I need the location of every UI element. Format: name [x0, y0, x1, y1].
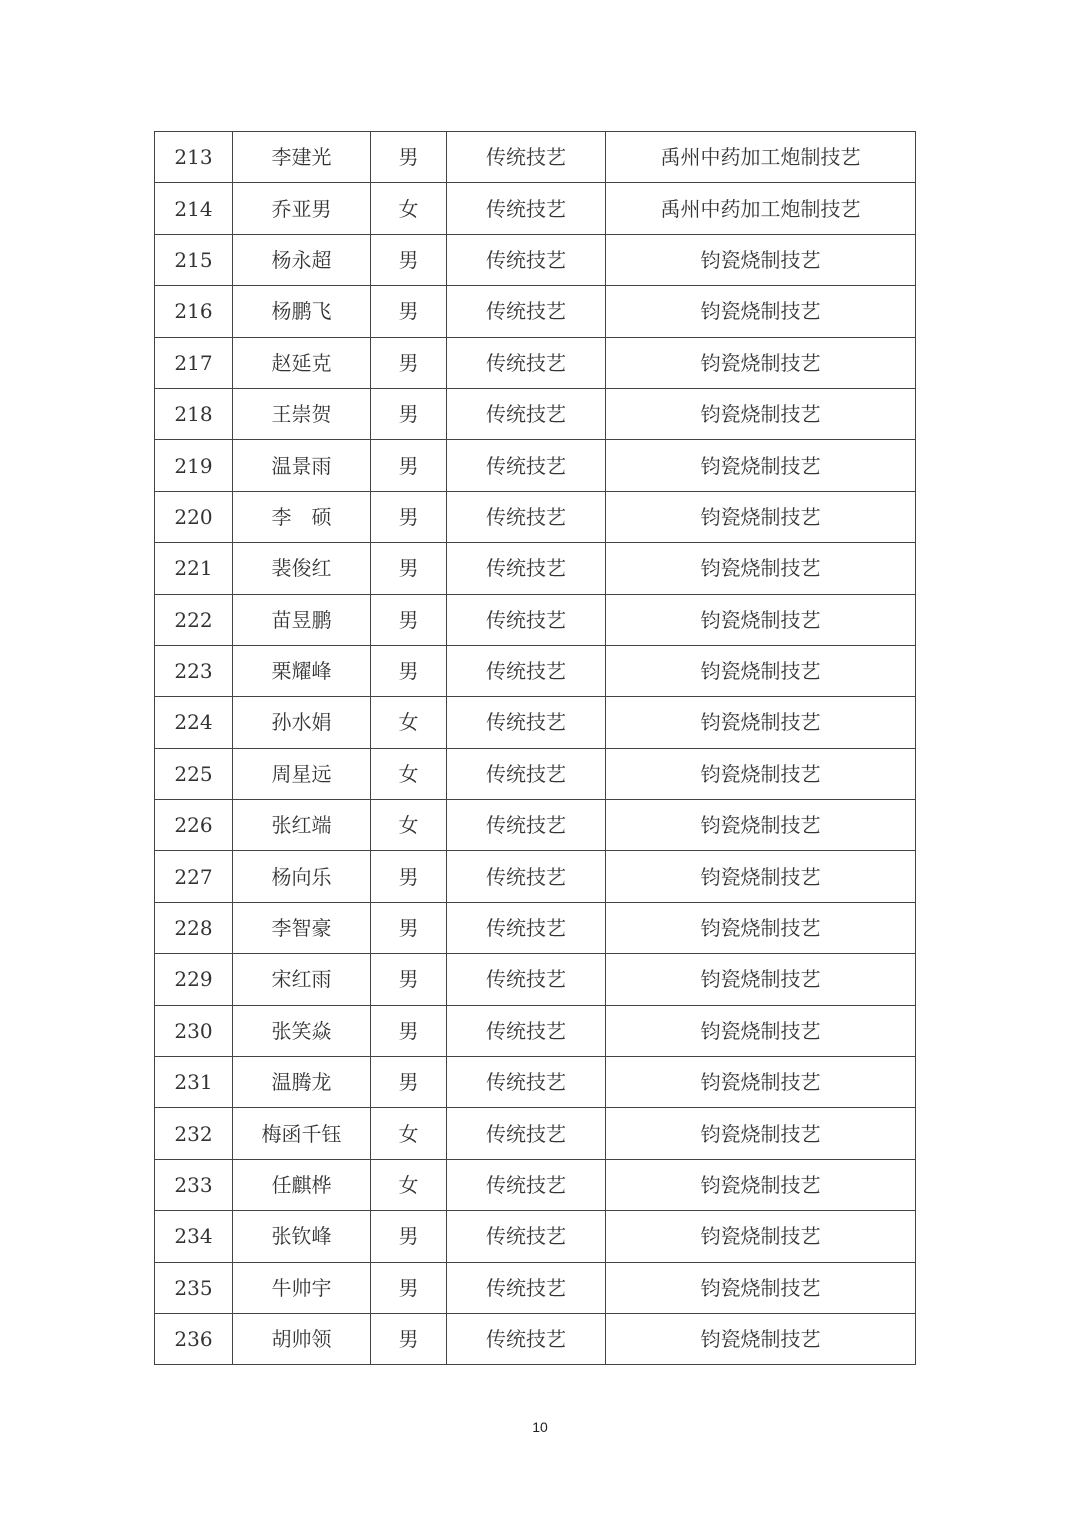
table-row: [155, 697, 916, 748]
row-number-cell: 221: [155, 543, 233, 594]
name-cell: 牛帅宇: [233, 1262, 371, 1313]
name-cell: 孙水娟: [233, 697, 371, 748]
row-number-cell: 213: [155, 132, 233, 183]
name-cell: 李建光: [233, 132, 371, 183]
table-row: [155, 594, 916, 645]
name-cell: 李 硕: [233, 491, 371, 542]
category-cell: 传统技艺: [447, 902, 606, 953]
row-number-cell: 236: [155, 1313, 233, 1364]
table-row: [155, 286, 916, 337]
gender-cell: 男: [371, 954, 447, 1005]
row-number-cell: 223: [155, 645, 233, 696]
gender-cell: 男: [371, 1057, 447, 1108]
table-row: [155, 1159, 916, 1210]
project-cell: 钧瓷烧制技艺: [606, 1313, 916, 1364]
category-cell: 传统技艺: [447, 954, 606, 1005]
category-cell: 传统技艺: [447, 132, 606, 183]
gender-cell: 男: [371, 491, 447, 542]
project-cell: 钧瓷烧制技艺: [606, 1057, 916, 1108]
row-number-cell: 222: [155, 594, 233, 645]
gender-cell: 男: [371, 594, 447, 645]
table-row: [155, 1057, 916, 1108]
gender-cell: 男: [371, 234, 447, 285]
name-cell: 周星远: [233, 748, 371, 799]
row-number-cell: 215: [155, 234, 233, 285]
table-row: [155, 132, 916, 183]
row-number-cell: 217: [155, 337, 233, 388]
project-cell: 禹州中药加工炮制技艺: [606, 132, 916, 183]
name-cell: 张笑焱: [233, 1005, 371, 1056]
row-number-cell: 227: [155, 851, 233, 902]
row-number-cell: 216: [155, 286, 233, 337]
gender-cell: 女: [371, 748, 447, 799]
table-row: [155, 954, 916, 1005]
table-row: [155, 851, 916, 902]
name-cell: 温腾龙: [233, 1057, 371, 1108]
row-number-cell: 228: [155, 902, 233, 953]
gender-cell: 女: [371, 183, 447, 234]
gender-cell: 女: [371, 697, 447, 748]
row-number-cell: 233: [155, 1159, 233, 1210]
gender-cell: 男: [371, 286, 447, 337]
table-row: [155, 748, 916, 799]
gender-cell: 男: [371, 337, 447, 388]
table-row: [155, 1005, 916, 1056]
table-row: [155, 337, 916, 388]
project-cell: 钧瓷烧制技艺: [606, 440, 916, 491]
category-cell: 传统技艺: [447, 337, 606, 388]
category-cell: 传统技艺: [447, 1159, 606, 1210]
category-cell: 传统技艺: [447, 388, 606, 439]
name-cell: 栗耀峰: [233, 645, 371, 696]
table-row: [155, 1313, 916, 1364]
project-cell: 钧瓷烧制技艺: [606, 902, 916, 953]
category-cell: 传统技艺: [447, 1211, 606, 1262]
row-number-cell: 214: [155, 183, 233, 234]
name-cell: 张红端: [233, 800, 371, 851]
name-cell: 赵延克: [233, 337, 371, 388]
row-number-cell: 226: [155, 800, 233, 851]
name-cell: 杨鹏飞: [233, 286, 371, 337]
category-cell: 传统技艺: [447, 1108, 606, 1159]
table-row: [155, 543, 916, 594]
project-cell: 钧瓷烧制技艺: [606, 491, 916, 542]
name-cell: 胡帅领: [233, 1313, 371, 1364]
roster-table-body: [155, 132, 916, 1365]
category-cell: 传统技艺: [447, 286, 606, 337]
name-cell: 宋红雨: [233, 954, 371, 1005]
category-cell: 传统技艺: [447, 748, 606, 799]
name-cell: 梅函千钰: [233, 1108, 371, 1159]
project-cell: 钧瓷烧制技艺: [606, 1005, 916, 1056]
category-cell: 传统技艺: [447, 645, 606, 696]
gender-cell: 女: [371, 1159, 447, 1210]
category-cell: 传统技艺: [447, 594, 606, 645]
gender-cell: 女: [371, 1108, 447, 1159]
project-cell: 钧瓷烧制技艺: [606, 1262, 916, 1313]
roster-table: [154, 131, 916, 1365]
name-cell: 苗昱鹏: [233, 594, 371, 645]
table-row: [155, 645, 916, 696]
gender-cell: 男: [371, 1211, 447, 1262]
category-cell: 传统技艺: [447, 1313, 606, 1364]
name-cell: 杨永超: [233, 234, 371, 285]
table-row: [155, 491, 916, 542]
category-cell: 传统技艺: [447, 800, 606, 851]
project-cell: 钧瓷烧制技艺: [606, 1159, 916, 1210]
project-cell: 钧瓷烧制技艺: [606, 954, 916, 1005]
category-cell: 传统技艺: [447, 697, 606, 748]
name-cell: 裴俊红: [233, 543, 371, 594]
gender-cell: 男: [371, 1262, 447, 1313]
table-row: [155, 440, 916, 491]
project-cell: 禹州中药加工炮制技艺: [606, 183, 916, 234]
table-row: [155, 234, 916, 285]
table-row: [155, 1211, 916, 1262]
table-row: [155, 800, 916, 851]
gender-cell: 男: [371, 543, 447, 594]
category-cell: 传统技艺: [447, 234, 606, 285]
gender-cell: 男: [371, 132, 447, 183]
row-number-cell: 218: [155, 388, 233, 439]
row-number-cell: 234: [155, 1211, 233, 1262]
table-row: [155, 1262, 916, 1313]
project-cell: 钧瓷烧制技艺: [606, 645, 916, 696]
project-cell: 钧瓷烧制技艺: [606, 697, 916, 748]
category-cell: 传统技艺: [447, 491, 606, 542]
name-cell: 王崇贺: [233, 388, 371, 439]
gender-cell: 女: [371, 800, 447, 851]
name-cell: 张钦峰: [233, 1211, 371, 1262]
project-cell: 钧瓷烧制技艺: [606, 337, 916, 388]
row-number-cell: 230: [155, 1005, 233, 1056]
table-row: [155, 183, 916, 234]
project-cell: 钧瓷烧制技艺: [606, 1211, 916, 1262]
gender-cell: 男: [371, 645, 447, 696]
project-cell: 钧瓷烧制技艺: [606, 748, 916, 799]
row-number-cell: 235: [155, 1262, 233, 1313]
project-cell: 钧瓷烧制技艺: [606, 1108, 916, 1159]
project-cell: 钧瓷烧制技艺: [606, 543, 916, 594]
table-row: [155, 1108, 916, 1159]
category-cell: 传统技艺: [447, 1262, 606, 1313]
gender-cell: 男: [371, 851, 447, 902]
project-cell: 钧瓷烧制技艺: [606, 388, 916, 439]
project-cell: 钧瓷烧制技艺: [606, 234, 916, 285]
category-cell: 传统技艺: [447, 183, 606, 234]
gender-cell: 男: [371, 1313, 447, 1364]
name-cell: 任麒桦: [233, 1159, 371, 1210]
row-number-cell: 224: [155, 697, 233, 748]
page-number: 10: [532, 1419, 548, 1435]
row-number-cell: 229: [155, 954, 233, 1005]
name-cell: 温景雨: [233, 440, 371, 491]
table-row: [155, 902, 916, 953]
project-cell: 钧瓷烧制技艺: [606, 851, 916, 902]
name-cell: 杨向乐: [233, 851, 371, 902]
row-number-cell: 231: [155, 1057, 233, 1108]
name-cell: 乔亚男: [233, 183, 371, 234]
category-cell: 传统技艺: [447, 440, 606, 491]
gender-cell: 男: [371, 388, 447, 439]
roster-table-container: [154, 131, 915, 1365]
row-number-cell: 220: [155, 491, 233, 542]
project-cell: 钧瓷烧制技艺: [606, 800, 916, 851]
table-row: [155, 388, 916, 439]
category-cell: 传统技艺: [447, 851, 606, 902]
category-cell: 传统技艺: [447, 543, 606, 594]
gender-cell: 男: [371, 902, 447, 953]
name-cell: 李智豪: [233, 902, 371, 953]
project-cell: 钧瓷烧制技艺: [606, 286, 916, 337]
category-cell: 传统技艺: [447, 1057, 606, 1108]
row-number-cell: 219: [155, 440, 233, 491]
row-number-cell: 225: [155, 748, 233, 799]
project-cell: 钧瓷烧制技艺: [606, 594, 916, 645]
gender-cell: 男: [371, 1005, 447, 1056]
category-cell: 传统技艺: [447, 1005, 606, 1056]
gender-cell: 男: [371, 440, 447, 491]
row-number-cell: 232: [155, 1108, 233, 1159]
